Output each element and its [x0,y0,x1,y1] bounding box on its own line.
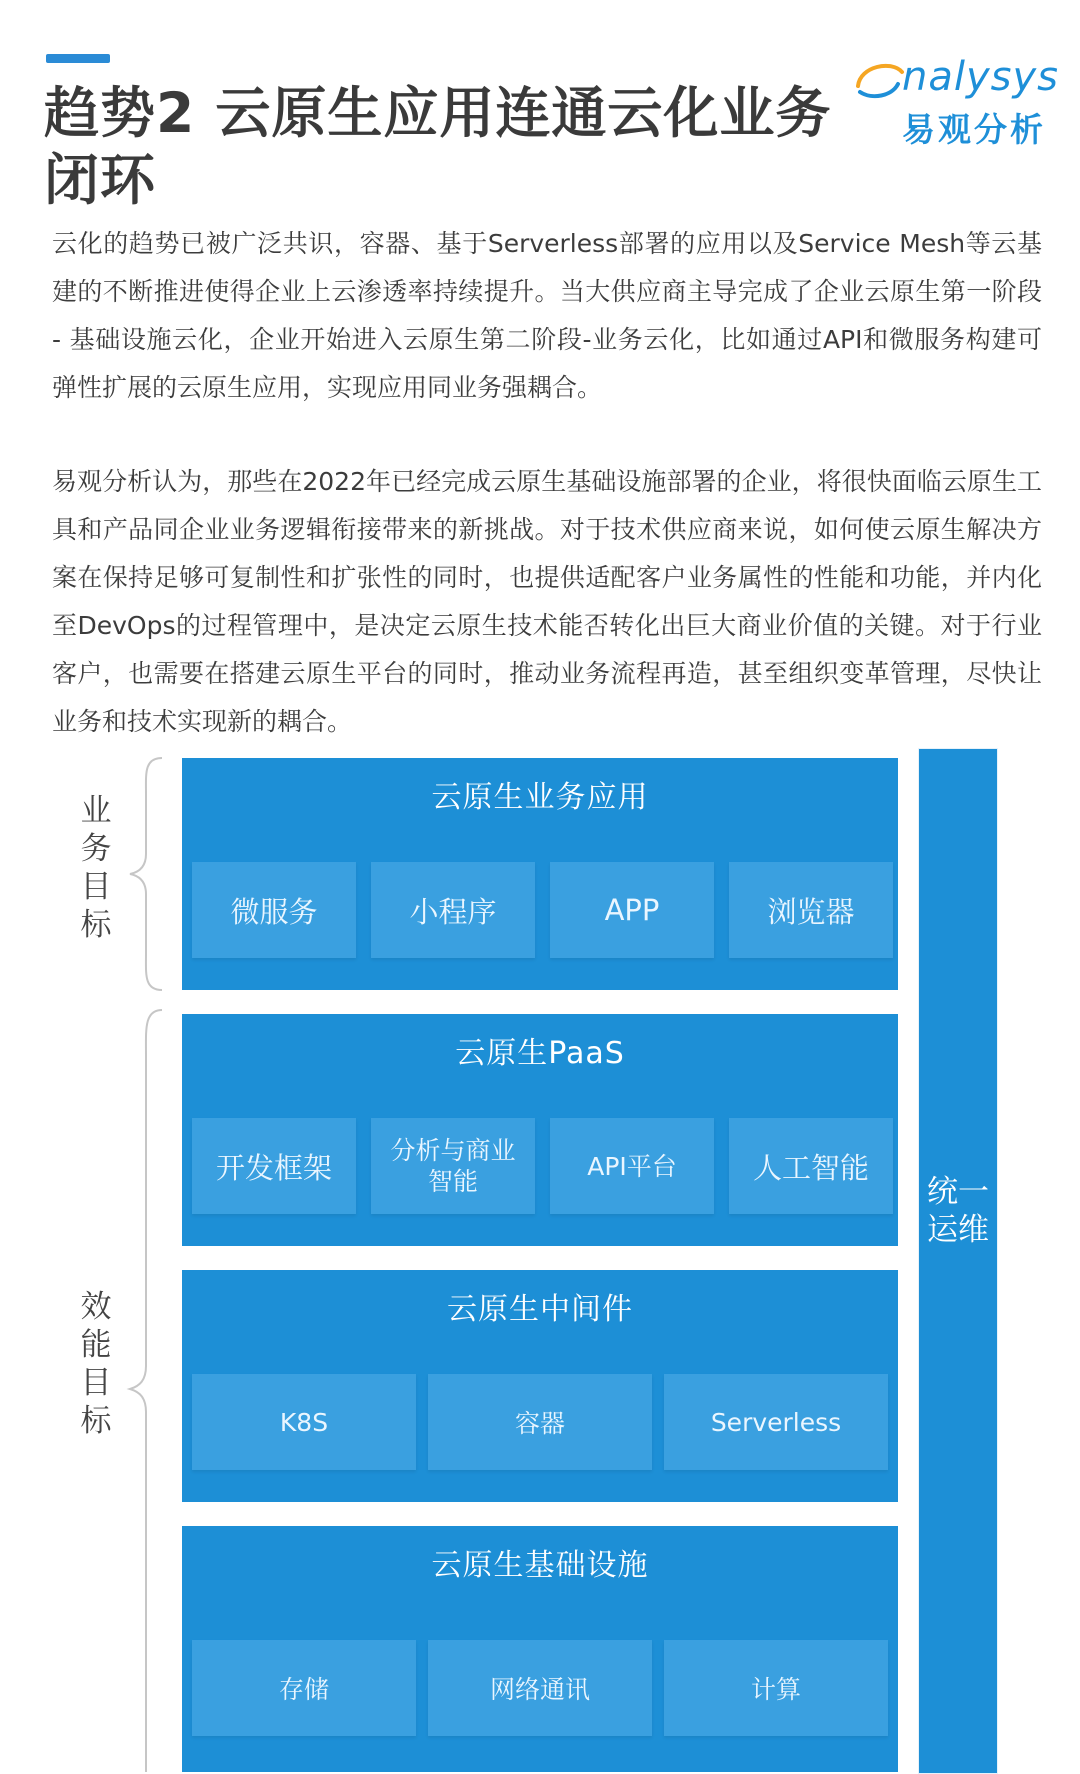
title-accent-bar [46,54,110,63]
logo-swoosh-icon [852,56,908,102]
cell-ai: 人工智能 [729,1118,893,1214]
side-label-business-goal: 业务目标 [80,793,112,943]
cell-storage: 存储 [192,1640,416,1736]
layer-paas [182,1014,898,1246]
layer-infrastructure [182,1526,898,1772]
side-label-efficiency-goal: 效能目标 [80,1289,112,1439]
unified-ops-column [918,748,998,1774]
body-paragraph-1: 云化的趋势已被广泛共识，容器、基于Serverless部署的应用以及Service Mesh等云基建的不断推进使得企业上云渗透率持续提升。当大供应商主导完成了企业云原生第一阶段 - 基础设施云化，企业开始进入云原生第二阶段-业务云化，比如通过API和微服务构建可弹性扩展的云原生应用，实现应用同业务强耦合。 [52,229,1042,402]
cell-container: 容器 [428,1374,652,1470]
cloud-native-architecture-diagram [40,748,1040,1772]
page-title: 趋势2 云原生应用连通云化业务闭环 [44,81,832,212]
layer-title: 云原生PaaS [455,1036,625,1071]
cell-app: APP [550,862,714,958]
body-paragraph-2: 易观分析认为，那些在2022年已经完成云原生基础设施部署的企业，将很快面临云原生工具和产品同企业业务逻辑衔接带来的新挑战。对于技术供应商来说，如何使云原生解决方案在保持足够可复制性和扩张性的同时，也提供适配客户业务属性的性能和功能，并内化至DevOps的过程管理中，是决定云原生技术能否转化出巨大商业价值的关键。对于行业客户，也需要在搭建云原生平台的同时，推动业务流程再造，甚至组织变革管理，尽快让业务和技术实现新的耦合。 [52,467,1042,736]
cell-k8s: K8S [192,1374,416,1470]
cell-mini-program: 小程序 [371,862,535,958]
analysys-logo [862,54,1059,150]
layer-title: 云原生基础设施 [431,1548,649,1583]
cell-analytics-bi: 分析与商业智能 [371,1118,535,1214]
brace-business-icon [126,754,166,994]
brace-efficiency-icon [126,1006,166,1772]
logo-wordmark: nalysys [902,54,1059,100]
layer-business-apps [182,758,898,990]
cell-serverless: Serverless [664,1374,888,1470]
cell-dev-framework: 开发框架 [192,1118,356,1214]
ops-label: 统一运维 [927,1174,989,1248]
cell-browser: 浏览器 [729,862,893,958]
layer-title: 云原生业务应用 [431,780,649,815]
logo-chinese-name: 易观分析 [902,110,1046,149]
cell-api-platform: API平台 [550,1118,714,1214]
cell-microservice: 微服务 [192,862,356,958]
cell-compute: 计算 [664,1640,888,1736]
cell-network: 网络通讯 [428,1640,652,1736]
layer-middleware [182,1270,898,1502]
layer-title: 云原生中间件 [447,1292,633,1327]
